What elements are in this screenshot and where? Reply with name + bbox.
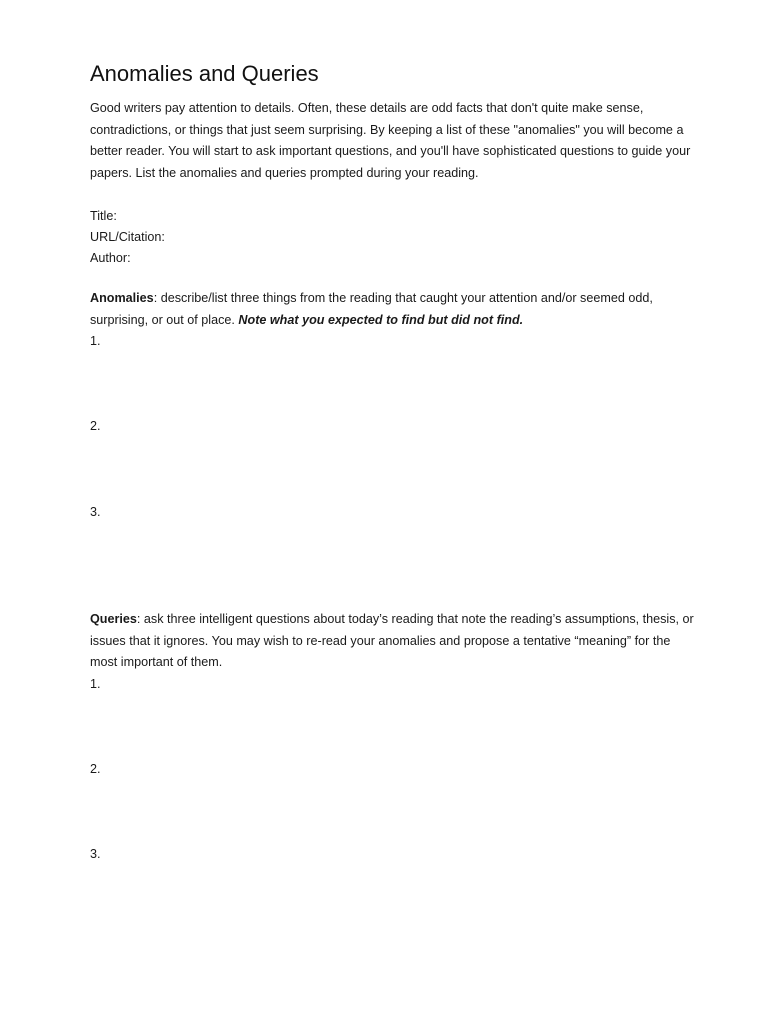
anomalies-text: : describe/list three things from the reading that caught your attention and/or seemed odd, surprising, or out of place. (90, 291, 653, 327)
queries-label: Queries (90, 612, 137, 626)
queries-text: : ask three intelligent questions about today’s reading that note the reading’s assumptions, thesis, or issues that it ignores. You may wish to re-read your anomalies and propose a tentative “meaning” for the most important of them. (90, 612, 694, 669)
anomalies-section (90, 288, 700, 519)
anomalies-instructions (90, 288, 700, 331)
anomalies-emphasis: Note what you expected to find but did not find. (238, 312, 524, 327)
document-page (90, 58, 700, 861)
anomaly-item-1: 1. (90, 334, 101, 348)
intro-paragraph: Good writers pay attention to details. Often, these details are odd facts that don't quite make sense, contradictions, or things that just seem surprising. By keeping a list of these "anomalies" you will become a better reader. You will start to ask important questions, and you'll have sophisticated questions to guide your papers. List the anomalies and queries prompted during your reading. (90, 101, 691, 180)
query-item-2: 2. (90, 762, 101, 776)
anomalies-label: Anomalies (90, 291, 154, 305)
url-citation-field-label: URL/Citation: (90, 230, 165, 244)
page-title: Anomalies and Queries (90, 61, 319, 86)
query-item-3: 3. (90, 847, 101, 861)
anomaly-item-2: 2. (90, 419, 101, 433)
anomaly-item-3: 3. (90, 505, 101, 519)
reading-info (90, 206, 700, 269)
queries-instructions (90, 609, 700, 674)
title-field-label: Title: (90, 209, 117, 223)
queries-section (90, 609, 700, 861)
author-field-label: Author: (90, 251, 131, 265)
query-item-1: 1. (90, 677, 101, 691)
